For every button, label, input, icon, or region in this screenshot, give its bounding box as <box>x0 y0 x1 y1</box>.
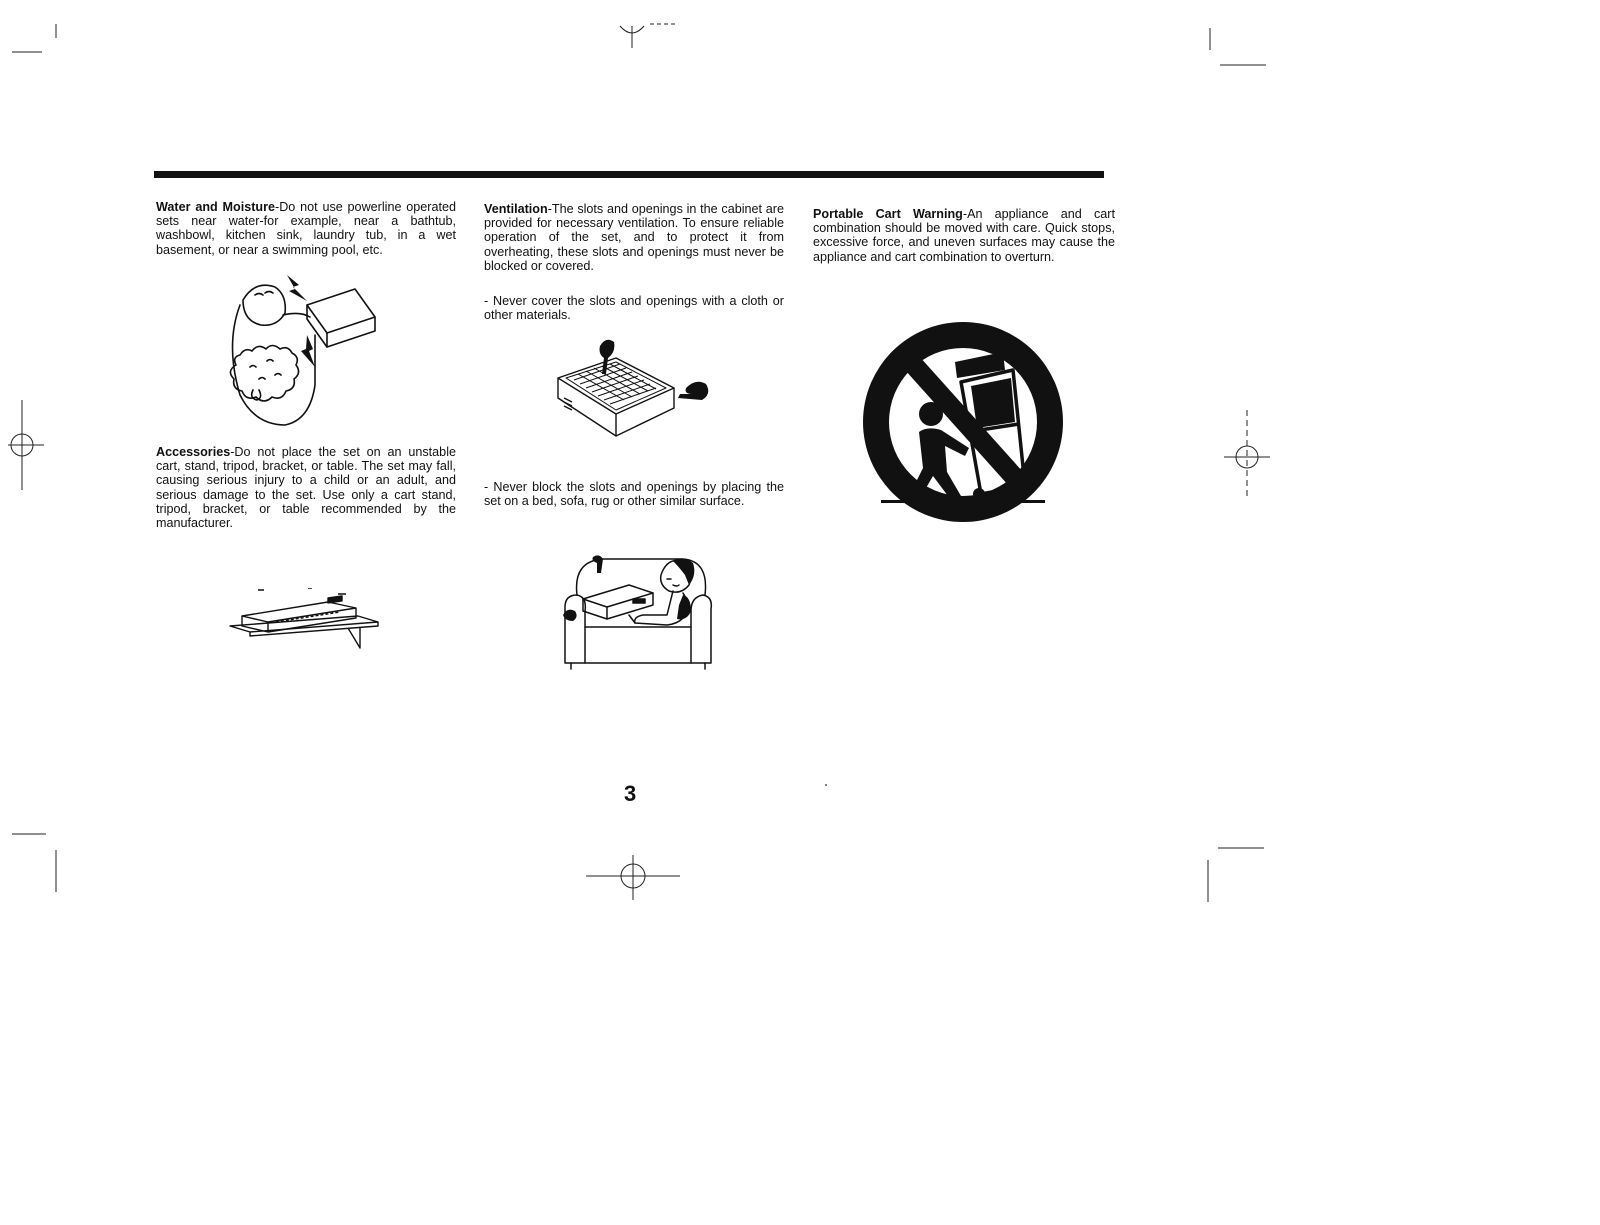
cart-tipover-warning-symbol <box>863 322 1063 522</box>
ventilation-block-note: - Never block the slots and openings by placing the set on a bed, sofa, rug or other similar surface. <box>484 480 784 509</box>
bottom-registration-mark <box>586 855 680 900</box>
bathtub-warning-illustration <box>215 275 385 435</box>
accessories-body: -Do not place the set on an unstable cart, stand, tripod, bracket, or table. The set may fall, causing serious injury to a child or an adult, and serious damage to the set. Use only a cart stand, tripod, bracket, or table recommended by the manufacturer. <box>156 445 456 531</box>
ventilation-cover-note: - Never cover the slots and openings with a cloth or other materials. <box>484 294 784 323</box>
left-registration-mark <box>8 400 44 490</box>
header-rule <box>154 171 1104 178</box>
water-moisture-heading: Water and Moisture <box>156 200 276 214</box>
water-moisture-paragraph <box>156 200 456 257</box>
ventilation-heading: Ventilation <box>484 202 548 216</box>
ventilation-paragraph <box>484 202 784 273</box>
accessories-paragraph <box>156 445 456 530</box>
portable-cart-body: -An appliance and cart combination should be moved with care. Quick stops, excessive force, and uneven surfaces may cause the appliance and cart combination to overturn. <box>813 207 1115 264</box>
page-number: 3 <box>624 781 637 806</box>
top-registration-mark <box>620 24 676 48</box>
covered-vents-illustration <box>556 338 726 458</box>
unstable-shelf-illustration <box>228 588 388 658</box>
ventilation-body: -The slots and openings in the cabinet are provided for necessary ventilation. To ensure reliable operation of the set, and to protect it from overheating, these slots and openings must never be blocked or covered. <box>484 202 784 273</box>
portable-cart-paragraph <box>813 207 1115 264</box>
sofa-placement-illustration <box>563 555 713 670</box>
water-moisture-body: -Do not use powerline operated sets near water-for example, near a bathtub, washbowl, kitchen sink, laundry tub, in a wet basement, or near a swimming pool, etc. <box>156 200 456 257</box>
portable-cart-heading: Portable Cart Warning <box>813 207 963 221</box>
right-registration-mark <box>1224 410 1270 500</box>
accessories-heading: Accessories <box>156 445 231 459</box>
